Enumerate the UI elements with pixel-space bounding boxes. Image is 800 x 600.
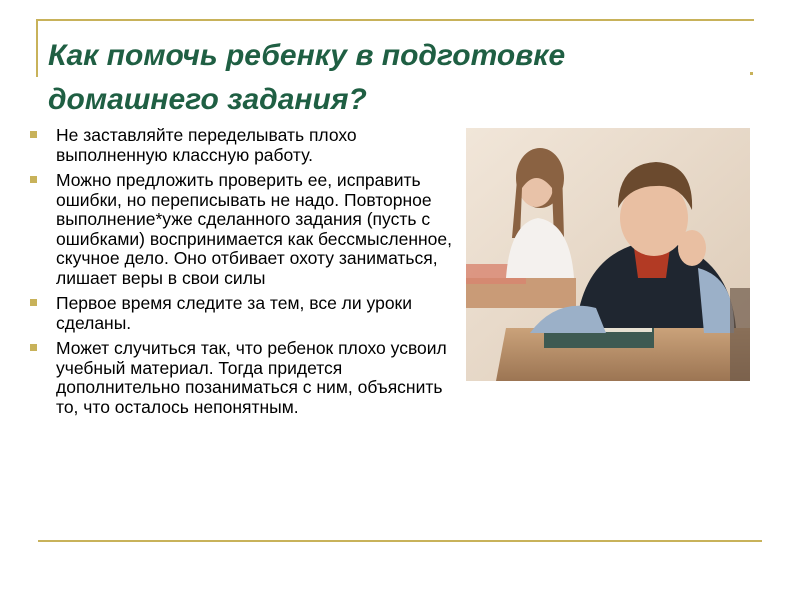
top-border-line [36, 19, 754, 21]
bullet-text: Может случиться так, что ребенок плохо усвоил учебный материал. Тогда придется дополнительно позаниматься с ним, объяснить то, что осталось непонятным. [56, 338, 447, 417]
list-item [28, 339, 458, 417]
classroom-photo [466, 128, 750, 381]
bottom-border-line [38, 540, 762, 542]
list-item [28, 171, 458, 288]
bullet-text: Не заставляйте переделывать плохо выполненную классную работу. [56, 125, 357, 165]
list-item [28, 126, 458, 165]
bullet-square-icon [30, 176, 37, 183]
left-border-line [36, 19, 38, 77]
title-line-2: домашнего задания? [48, 83, 367, 116]
title-line-1: Как помочь ребенку в подготовке [48, 39, 566, 72]
bullet-text: Можно предложить проверить ее, исправить ошибки, но переписывать не надо. Повторное выполнение*уже сделанного задания (пусть с ошибками) воспринимается как бессмысленное, скучное дело. Оно отбивает охоту заниматься, лишает веры в свои силы [56, 170, 452, 288]
corner-dot [750, 72, 753, 75]
classroom-photo-illustration [466, 128, 750, 381]
bullet-square-icon [30, 131, 37, 138]
bullet-square-icon [30, 344, 37, 351]
bullet-text: Первое время следите за тем, все ли уроки сделаны. [56, 293, 412, 333]
slide-title [48, 34, 648, 122]
bullet-list [28, 126, 458, 423]
list-item [28, 294, 458, 333]
bullet-square-icon [30, 299, 37, 306]
